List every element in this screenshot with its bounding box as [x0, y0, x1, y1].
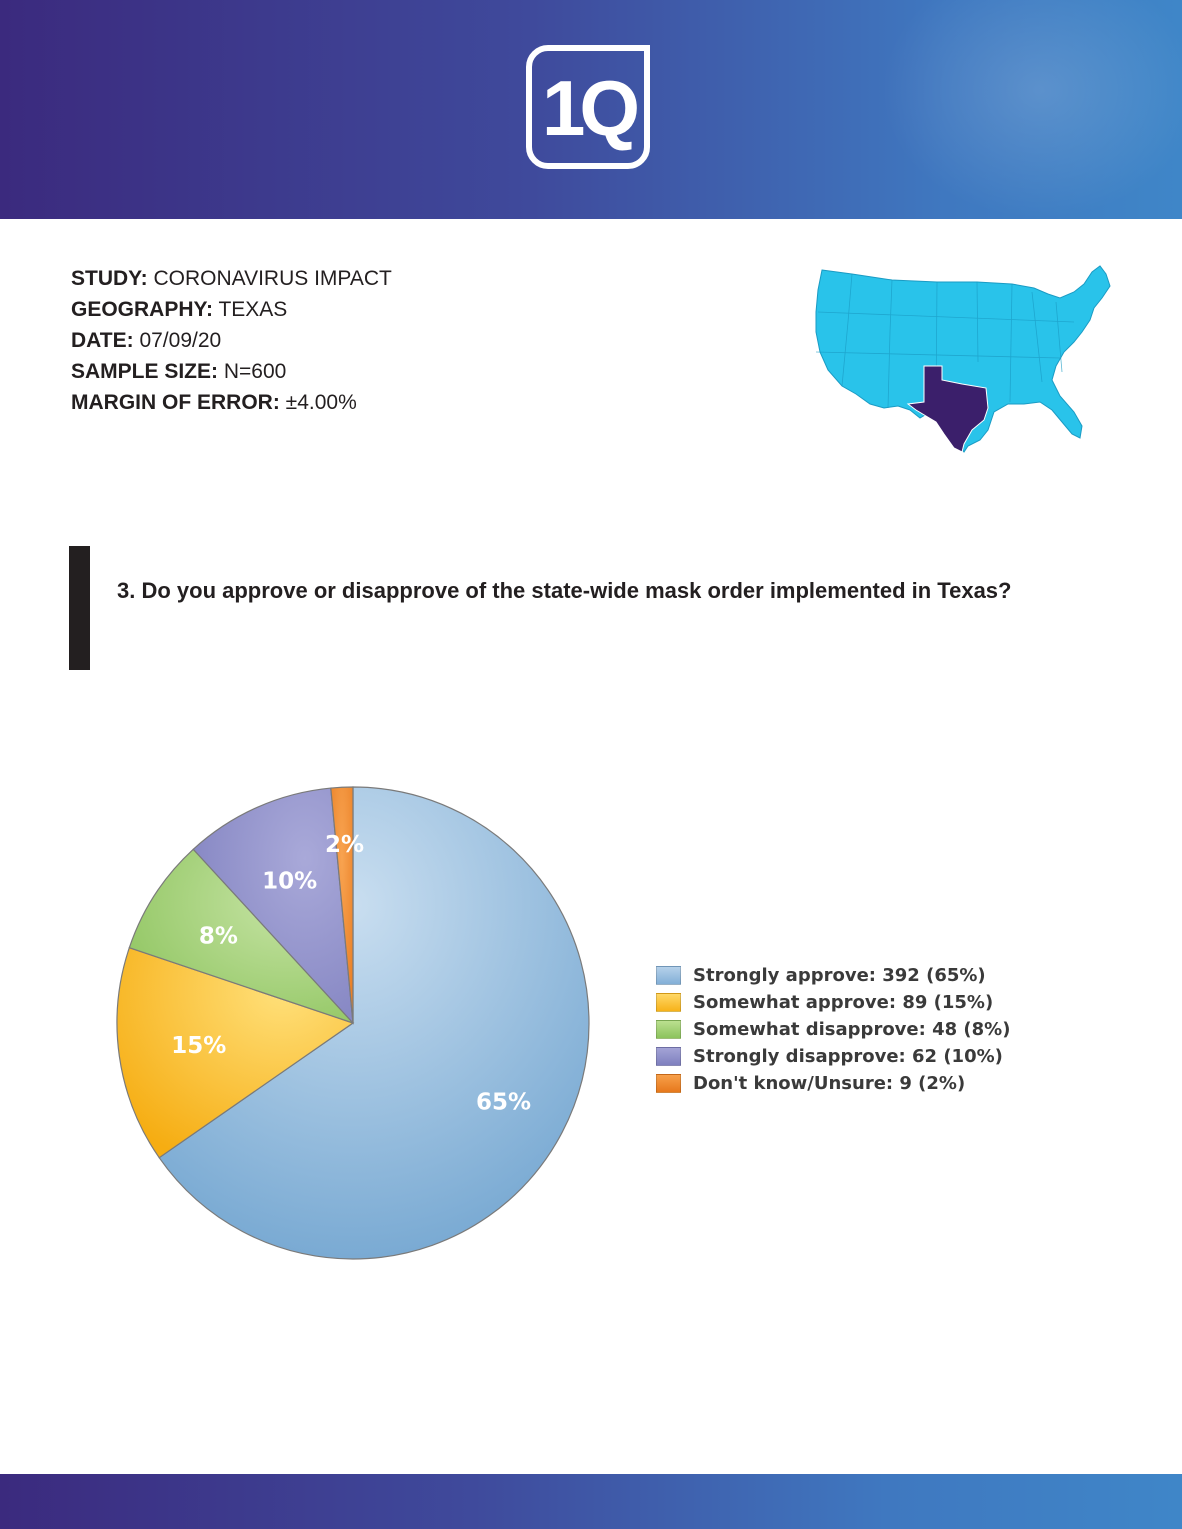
legend-label: Don't know/Unsure: 9 (2%) [693, 1073, 966, 1094]
legend-label: Strongly disapprove: 62 (10%) [693, 1046, 1003, 1067]
footer-banner [0, 1474, 1182, 1529]
pie-chart [100, 770, 620, 1280]
study-row [71, 263, 392, 294]
info-value: N=600 [223, 360, 287, 383]
brand-logo [526, 45, 650, 169]
study-info [71, 263, 392, 418]
info-label: SAMPLE SIZE: [71, 360, 219, 383]
legend-swatch [656, 966, 681, 985]
legend-swatch [656, 1047, 681, 1066]
info-value: ±4.00% [285, 391, 357, 414]
legend-swatch [656, 1074, 681, 1093]
legend-swatch [656, 1020, 681, 1039]
brand-logo-text: 1Q [541, 64, 635, 152]
info-label: MARGIN OF ERROR: [71, 391, 280, 414]
slice-label: 2% [325, 831, 365, 858]
sample-size-row [71, 356, 392, 387]
date-row [71, 325, 392, 356]
info-label: GEOGRAPHY: [71, 298, 213, 321]
legend-swatch [656, 993, 681, 1012]
header-glow [880, 0, 1182, 219]
question-text: 3. Do you approve or disapprove of the state-wide mask order implemented in Texas? [117, 578, 1012, 603]
info-value: 07/09/20 [139, 329, 222, 352]
us-map-image [812, 262, 1112, 454]
legend-item-dont-know [656, 1070, 1010, 1097]
info-label: STUDY: [71, 267, 148, 290]
legend-item-somewhat-approve [656, 989, 1010, 1016]
slice-label: 15% [171, 1032, 227, 1059]
slice-label: 65% [476, 1089, 532, 1116]
legend-label: Strongly approve: 392 (65%) [693, 965, 986, 986]
slice-label: 8% [198, 923, 238, 950]
slice-label: 10% [262, 868, 318, 895]
chart-legend [656, 962, 1010, 1097]
question-accent-bar [69, 546, 90, 670]
legend-item-somewhat-disapprove [656, 1016, 1010, 1043]
legend-item-strongly-disapprove [656, 1043, 1010, 1070]
legend-label: Somewhat approve: 89 (15%) [693, 992, 994, 1013]
info-value: TEXAS [218, 298, 288, 321]
legend-item-strongly-approve [656, 962, 1010, 989]
margin-of-error-row [71, 387, 392, 418]
geography-row [71, 294, 392, 325]
info-label: DATE: [71, 329, 134, 352]
header-banner [0, 0, 1182, 219]
legend-label: Somewhat disapprove: 48 (8%) [693, 1019, 1011, 1040]
info-value: CORONAVIRUS IMPACT [153, 267, 392, 290]
